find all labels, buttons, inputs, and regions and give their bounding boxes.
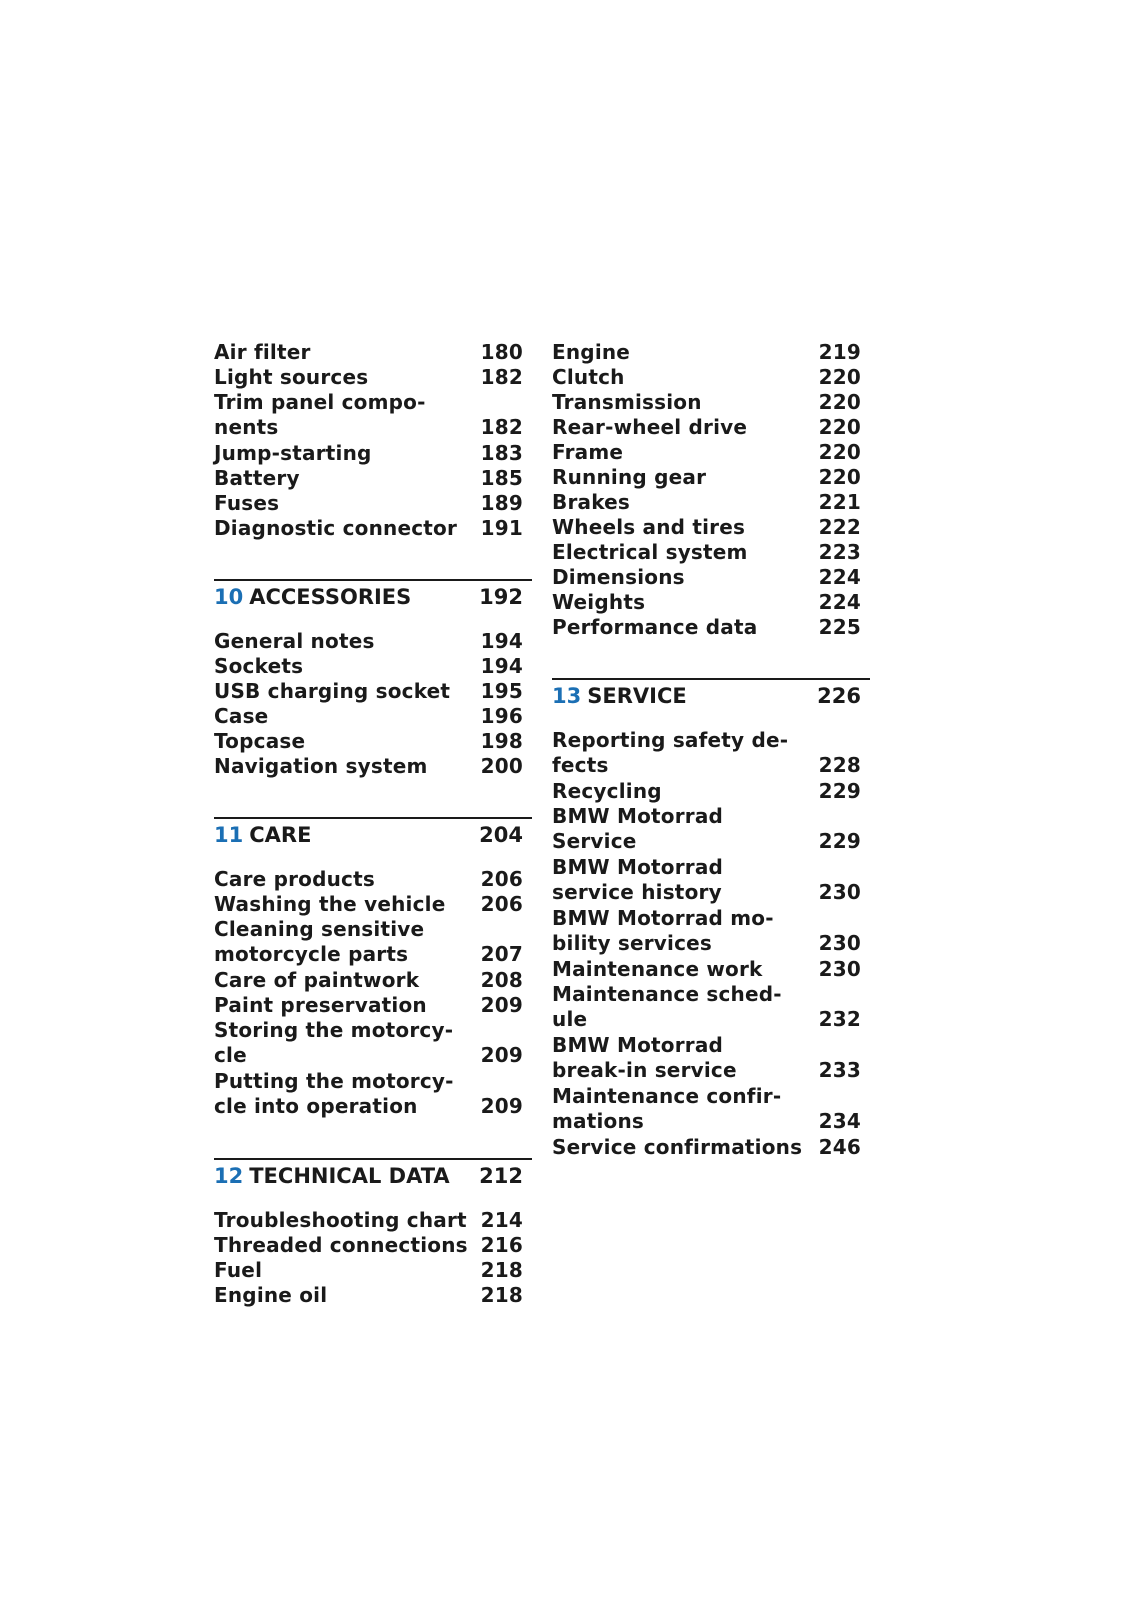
- toc-entry-title-line: ule: [552, 1007, 588, 1031]
- toc-entry-page-number: 206: [480, 892, 523, 916]
- toc-entry-title: [552, 728, 807, 778]
- toc-entry-page-number: 219: [818, 340, 861, 364]
- toc-entry-page-number: 207: [480, 942, 523, 966]
- toc-entry-title-line: Sockets: [214, 654, 304, 678]
- toc-entry-title-line: BMW Motorrad: [552, 1033, 724, 1057]
- toc-entry-title-line: service history: [552, 880, 722, 904]
- toc-entry[interactable]: [214, 754, 532, 779]
- toc-entry-page-number: 223: [818, 540, 861, 564]
- toc-entry-title-line: Storing the motorcy-: [214, 1018, 454, 1042]
- toc-entry-title: [552, 590, 807, 615]
- chapter-number: 12: [214, 1164, 244, 1188]
- toc-entry-title-line: Trim panel compo-: [214, 390, 426, 414]
- chapter-number: 10: [214, 585, 244, 609]
- toc-entry[interactable]: [552, 982, 870, 1032]
- toc-entry[interactable]: [214, 892, 532, 917]
- toc-entry[interactable]: [214, 1283, 532, 1308]
- toc-entry[interactable]: [214, 365, 532, 390]
- toc-entry-title: [552, 804, 807, 854]
- toc-entry-title-line: Fuel: [214, 1258, 263, 1282]
- toc-entry-title-line: cle into operation: [214, 1094, 418, 1118]
- toc-entry-title: [214, 491, 469, 516]
- toc-entry-title: [214, 516, 469, 541]
- toc-entry-title: [214, 704, 469, 729]
- toc-entry[interactable]: [214, 629, 532, 654]
- toc-entry[interactable]: [214, 679, 532, 704]
- toc-entry-page-number: 220: [818, 465, 861, 489]
- toc-entry-title: [214, 867, 469, 892]
- toc-entry-title-line: Fuses: [214, 491, 280, 515]
- toc-entry-page-number: 200: [480, 754, 523, 778]
- toc-entry-title-line: Care of paintwork: [214, 968, 420, 992]
- toc-entry-title: [214, 1069, 469, 1119]
- toc-entry[interactable]: [552, 365, 870, 390]
- toc-entry-title-line: Air filter: [214, 340, 311, 364]
- toc-entry-title-line: USB charging socket: [214, 679, 451, 703]
- toc-entry-page-number: 220: [818, 390, 861, 414]
- toc-entry-title: [214, 1208, 469, 1233]
- toc-entry-page-number: 209: [480, 1043, 523, 1067]
- toc-entry-title-line: Case: [214, 704, 269, 728]
- toc-entry-title-line: BMW Motorrad: [552, 855, 724, 879]
- toc-entry-page-number: 195: [480, 679, 523, 703]
- toc-entry-page-number: 246: [818, 1135, 861, 1159]
- toc-entry-title: [552, 906, 807, 956]
- toc-entry[interactable]: [214, 654, 532, 679]
- toc-entry-page-number: 229: [818, 829, 861, 853]
- chapter-page-number: 212: [479, 1164, 523, 1188]
- toc-entry-title-line: Maintenance sched-: [552, 982, 782, 1006]
- toc-entry[interactable]: [214, 917, 532, 967]
- toc-entry-page-number: 233: [818, 1058, 861, 1082]
- toc-entry-title-line: nents: [214, 415, 279, 439]
- toc-entry-title: [214, 629, 469, 654]
- toc-entry-page-number: 206: [480, 867, 523, 891]
- toc-entry-title: [552, 1135, 807, 1160]
- toc-entry[interactable]: [552, 465, 870, 490]
- toc-entry-title-line: bility services: [552, 931, 712, 955]
- toc-entry-page-number: 196: [480, 704, 523, 728]
- toc-entry-title-line: Frame: [552, 440, 624, 464]
- toc-entry-page-number: 194: [480, 654, 523, 678]
- toc-entry-title-line: Maintenance work: [552, 957, 763, 981]
- toc-entry[interactable]: [214, 867, 532, 892]
- toc-entry-page-number: 220: [818, 440, 861, 464]
- toc-entry-page-number: 180: [480, 340, 523, 364]
- toc-entry[interactable]: [214, 516, 532, 541]
- toc-entry-title-line: Weights: [552, 590, 646, 614]
- toc-entry[interactable]: [552, 728, 870, 778]
- toc-entry[interactable]: [552, 779, 870, 804]
- toc-entry-title-line: Electrical system: [552, 540, 748, 564]
- chapter-page-number: 192: [479, 585, 523, 609]
- toc-entry-title-line: mations: [552, 1109, 645, 1133]
- toc-entry-page-number: 224: [818, 590, 861, 614]
- toc-entry[interactable]: [552, 1084, 870, 1134]
- toc-entry-page-number: 182: [480, 415, 523, 439]
- chapter-heading[interactable]: [214, 579, 532, 615]
- toc-entry-title: [552, 1084, 807, 1134]
- toc-entry-title: [214, 729, 469, 754]
- toc-entry[interactable]: [552, 415, 870, 440]
- toc-entry-title-line: Running gear: [552, 465, 707, 489]
- toc-entry-title: [552, 390, 807, 415]
- toc-entry-page-number: 185: [480, 466, 523, 490]
- toc-entry-title-line: fects: [552, 753, 609, 777]
- toc-entry-page-number: 225: [818, 615, 861, 639]
- toc-entry[interactable]: [552, 804, 870, 854]
- toc-entry[interactable]: [552, 490, 870, 515]
- toc-entry-page-number: 191: [480, 516, 523, 540]
- toc-entry-title-line: Service: [552, 829, 637, 853]
- toc-entry-page-number: 228: [818, 753, 861, 777]
- toc-entry-title: [552, 340, 807, 365]
- toc-entry-page-number: 216: [480, 1233, 523, 1257]
- chapter-title: CARE: [249, 823, 312, 847]
- toc-entry-page-number: 224: [818, 565, 861, 589]
- toc-entry[interactable]: [552, 957, 870, 982]
- toc-entry-title-line: Transmission: [552, 390, 702, 414]
- toc-entry-title-line: cle: [214, 1043, 247, 1067]
- toc-entry[interactable]: [552, 906, 870, 956]
- toc-entry[interactable]: [552, 1033, 870, 1083]
- toc-entry[interactable]: [552, 390, 870, 415]
- toc-entry-title-line: Washing the vehicle: [214, 892, 446, 916]
- toc-entry[interactable]: [214, 1208, 532, 1233]
- chapter-title: SERVICE: [587, 684, 687, 708]
- toc-entry-title: [214, 1258, 469, 1283]
- toc-entry[interactable]: [214, 729, 532, 754]
- toc-entry-page-number: 230: [818, 880, 861, 904]
- toc-entry-title: [214, 654, 469, 679]
- toc-entry-title: [552, 957, 807, 982]
- toc-entry[interactable]: [552, 855, 870, 905]
- toc-entry-title-line: BMW Motorrad mo-: [552, 906, 774, 930]
- toc-entry-title: [214, 679, 469, 704]
- toc-entry-title-line: Clutch: [552, 365, 625, 389]
- toc-entry[interactable]: [214, 704, 532, 729]
- toc-entry-title: [552, 490, 807, 515]
- toc-entry[interactable]: [214, 993, 532, 1018]
- toc-entry-title-line: Brakes: [552, 490, 631, 514]
- toc-entry-title: [214, 1018, 469, 1068]
- toc-entry-title: [214, 466, 469, 491]
- toc-entry-title-line: Cleaning sensitive: [214, 917, 425, 941]
- toc-entry-page-number: 183: [480, 441, 523, 465]
- toc-entry-title-line: Service confirmations: [552, 1135, 803, 1159]
- toc-entry-page-number: 218: [480, 1283, 523, 1307]
- toc-entry-title-line: Wheels and tires: [552, 515, 746, 539]
- chapter-number: 11: [214, 823, 244, 847]
- chapter-page-number: 204: [479, 823, 523, 847]
- toc-entry-title-line: Topcase: [214, 729, 306, 753]
- toc-entry-title: [214, 754, 469, 779]
- chapter-page-number: 226: [817, 684, 861, 708]
- toc-entry-title-line: Performance data: [552, 615, 758, 639]
- toc-entry-page-number: 209: [480, 1094, 523, 1118]
- toc-entry-page-number: 182: [480, 365, 523, 389]
- toc-entry-title-line: Engine oil: [214, 1283, 328, 1307]
- toc-entry-title: [552, 1033, 807, 1083]
- toc-entry-page-number: 214: [480, 1208, 523, 1232]
- toc-entry-title-line: General notes: [214, 629, 375, 653]
- toc-entry-title-line: Recycling: [552, 779, 662, 803]
- toc-entry-title: [214, 993, 469, 1018]
- toc-entry-title: [214, 1233, 469, 1258]
- toc-entry-title: [552, 515, 807, 540]
- toc-entry[interactable]: [214, 1018, 532, 1068]
- toc-entry-page-number: 189: [480, 491, 523, 515]
- toc-entry[interactable]: [552, 515, 870, 540]
- toc-entry[interactable]: [214, 390, 532, 440]
- toc-entry-title: [552, 465, 807, 490]
- toc-entry-page-number: 194: [480, 629, 523, 653]
- toc-entry-page-number: 218: [480, 1258, 523, 1282]
- toc-entry[interactable]: [214, 466, 532, 491]
- toc-entry-page-number: 229: [818, 779, 861, 803]
- toc-entry-title-line: motorcycle parts: [214, 942, 409, 966]
- toc-entry[interactable]: [552, 590, 870, 615]
- toc-entry[interactable]: [552, 440, 870, 465]
- toc-entry-title-line: Battery: [214, 466, 300, 490]
- toc-entry-title: [214, 968, 469, 993]
- toc-entry-page-number: 208: [480, 968, 523, 992]
- toc-entry[interactable]: [552, 565, 870, 590]
- toc-entry-title-line: Troubleshooting chart: [214, 1208, 467, 1232]
- toc-entry-title: [552, 855, 807, 905]
- toc-entry[interactable]: [214, 441, 532, 466]
- toc-entry[interactable]: [552, 540, 870, 565]
- toc-entry-title: [214, 917, 469, 967]
- toc-entry[interactable]: [214, 1069, 532, 1119]
- toc-entry-page-number: 234: [818, 1109, 861, 1133]
- toc-entry-page-number: 209: [480, 993, 523, 1017]
- toc-entry[interactable]: [552, 615, 870, 640]
- toc-entry-title: [214, 365, 469, 390]
- toc-entry-title-line: Threaded connections: [214, 1233, 468, 1257]
- toc-entry-title: [214, 390, 469, 440]
- toc-entry-title-line: Dimensions: [552, 565, 685, 589]
- toc-entry-title-line: Rear-wheel drive: [552, 415, 748, 439]
- chapter-title: TECHNICAL DATA: [249, 1164, 450, 1188]
- toc-entry-title-line: Putting the motorcy-: [214, 1069, 454, 1093]
- toc-entry[interactable]: [552, 340, 870, 365]
- toc-entry-title: [552, 565, 807, 590]
- toc-entry[interactable]: [214, 491, 532, 516]
- toc-entry-title-line: Reporting safety de-: [552, 728, 789, 752]
- toc-entry[interactable]: [214, 340, 532, 365]
- toc-entry-title-line: Diagnostic connector: [214, 516, 458, 540]
- toc-entry[interactable]: [214, 1258, 532, 1283]
- toc-entry-page-number: 220: [818, 365, 861, 389]
- chapter-title: ACCESSORIES: [249, 585, 412, 609]
- toc-entry[interactable]: [214, 968, 532, 993]
- toc-entry-title-line: Light sources: [214, 365, 369, 389]
- toc-entry-page-number: 220: [818, 415, 861, 439]
- toc-entry-title: [214, 441, 469, 466]
- toc-entry-title-line: break-in service: [552, 1058, 737, 1082]
- toc-entry-title-line: BMW Motorrad: [552, 804, 724, 828]
- toc-entry-page-number: 232: [818, 1007, 861, 1031]
- toc-entry-title-line: Care products: [214, 867, 375, 891]
- chapter-number: 13: [552, 684, 582, 708]
- toc-entry-title-line: Maintenance confir-: [552, 1084, 782, 1108]
- toc-entry-title-line: Jump-starting: [214, 441, 372, 465]
- toc-entry-title-line: Navigation system: [214, 754, 428, 778]
- toc-entry-page-number: 230: [818, 931, 861, 955]
- toc-entry-title: [552, 365, 807, 390]
- toc-entry-title-line: Paint preservation: [214, 993, 427, 1017]
- toc-entry-title: [552, 540, 807, 565]
- toc-entry-title: [214, 892, 469, 917]
- toc-entry-title: [552, 779, 807, 804]
- toc-entry-title: [214, 1283, 469, 1308]
- toc-entry[interactable]: [214, 1233, 532, 1258]
- toc-entry-page-number: 221: [818, 490, 861, 514]
- chapter-heading[interactable]: [214, 1158, 532, 1194]
- toc-entry-page-number: 230: [818, 957, 861, 981]
- chapter-heading[interactable]: [214, 817, 532, 853]
- toc-entry-title: [214, 340, 469, 365]
- toc-entry-title-line: Engine: [552, 340, 631, 364]
- toc-entry[interactable]: [552, 1135, 870, 1160]
- toc-entry-page-number: 222: [818, 515, 861, 539]
- toc-entry-title: [552, 415, 807, 440]
- chapter-heading[interactable]: [552, 678, 870, 714]
- toc-entry-title: [552, 615, 807, 640]
- toc-entry-title: [552, 982, 807, 1032]
- toc-entry-page-number: 198: [480, 729, 523, 753]
- toc-entry-title: [552, 440, 807, 465]
